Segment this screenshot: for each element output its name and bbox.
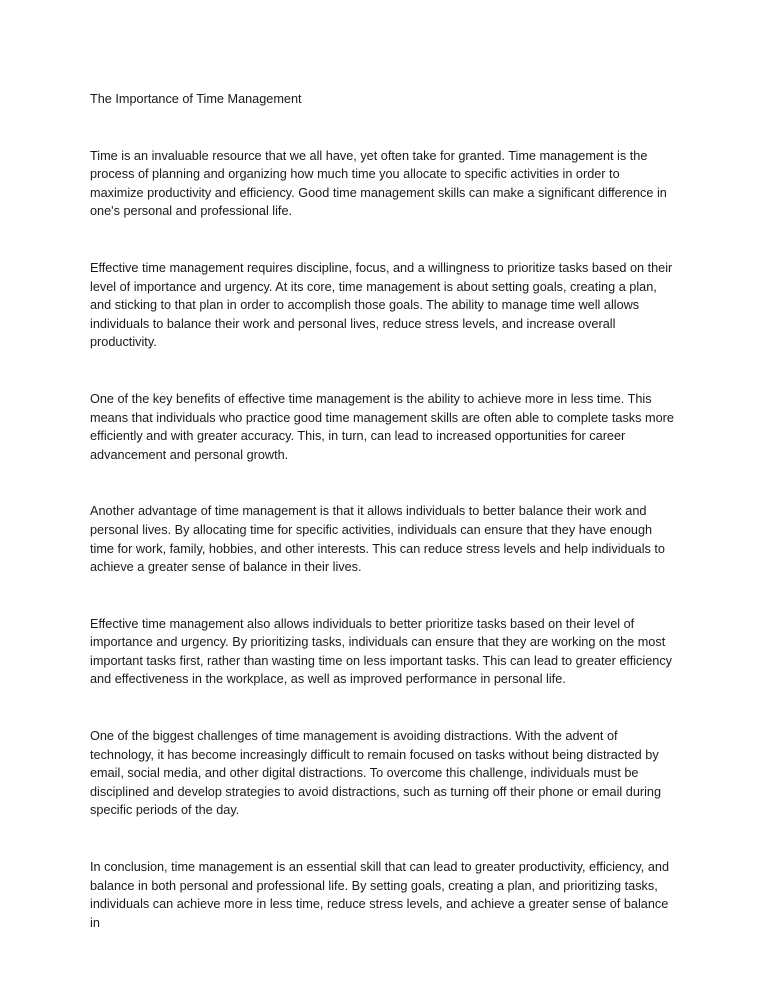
paragraph-prioritize: Effective time management also allows individuals to better prioritize tasks based on their level of importance and urgency. By prioritizing tasks, individuals can ensure that they are working on the most important tasks first, rather than wasting time on less important tasks. This can lead to greater efficiency and effectiveness in the workplace, as well as improved performance in personal life. [90,616,673,687]
paragraph-balance: Another advantage of time management is that it allows individuals to better balance their work and personal lives. By allocating time for specific activities, individuals can ensure that they have enough time for work, family, hobbies, and other interests. This can reduce stress levels and help individuals to achieve a greater sense of balance in their lives. [90,504,665,575]
paragraph-intro: Time is an invaluable resource that we all have, yet often take for granted. Time management is the process of planning and organizing how much time you allocate to specific activities in order to maximize productivity and efficiency. Good time management skills can make a significant difference in one's personal and professional life. [90,148,667,219]
paragraph-conclusion: In conclusion, time management is an essential skill that can lead to greater productivity, efficiency, and balance in both personal and professional life. By setting goals, creating a plan, and prioritizing tasks, individuals can achieve more in less time, reduce stress levels, and achieve a greater sense of balance in [90,860,669,930]
paragraph-distractions: One of the biggest challenges of time management is avoiding distractions. With the advent of technology, it has become increasingly difficult to remain focused on tasks without being distracted by email, social media, and other digital distractions. To overcome this challenge, individuals must be disciplined and develop strategies to avoid distractions, such as turning off their phone or email during specific periods of the day. [90,729,662,818]
paragraph-key-benefits: One of the key benefits of effective time management is the ability to achieve more in less time. This means that individuals who practice good time management skills are often able to complete tasks more efficiently and with greater accuracy. This, in turn, can lead to increased opportunities for career advancement and personal growth. [90,391,674,462]
document-title: The Importance of Time Management [90,92,302,106]
paragraph-discipline: Effective time management requires discipline, focus, and a willingness to prioritize tasks based on their level of importance and urgency. At its core, time management is about setting goals, creating a plan, and sticking to that plan in order to accomplish those goals. The ability to manage time well allows individuals to balance their work and personal lives, reduce stress levels, and increase overall productivity. [90,260,673,350]
